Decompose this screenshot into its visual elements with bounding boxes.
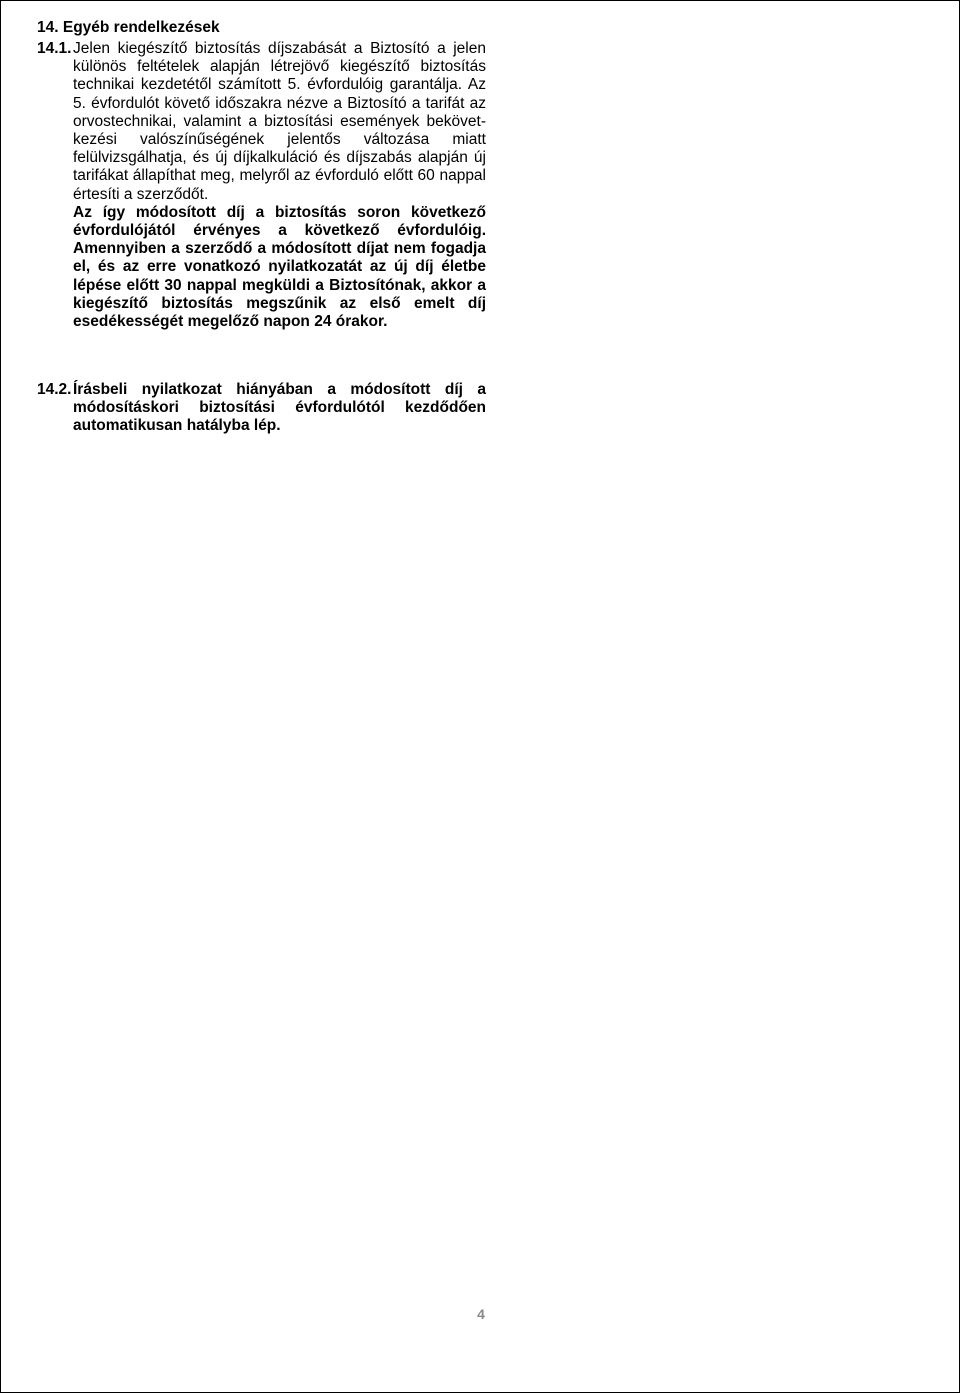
clause-text-bold: Az így módosított díj a biztosítás soron következő évfordulójától érvényes a következő évfordulóig. Amennyiben a szerződő a módosított díjat nem fogadja el, és az erre vonatkozó nyilatkozatát az új díj életbe lépése előtt 30 nappal megküldi a Biztosítónak, akkor a kiegészítő biztosítás megszűnik az első emelt díj esedékességét megelőző napon 24 órakor. <box>73 203 486 331</box>
clause-body <box>73 40 486 331</box>
page-number: 4 <box>477 1306 485 1322</box>
section-heading: 14. Egyéb rendelkezések <box>37 19 220 36</box>
clause-text-bold: Írásbeli nyilatkozat hiányában a módosított díj a módosításkori biztosítási évfordulótól kezdődően automatikusan hatályba lép. <box>73 381 486 435</box>
clause-number: 14.2. <box>37 381 72 398</box>
clause-body <box>73 381 486 436</box>
clause-14-2 <box>37 381 486 436</box>
clause-number: 14.1. <box>37 40 72 57</box>
clause-text-normal: Jelen kiegészítő biztosítás díjszabását a Biztosító a jelen különös feltételek alapján létrejövő kiegészítő biztosítás technikai kezdetétől számított 5. évfordulóig garantálja. Az 5. évfordulót követő időszakra nézve a Biztosító a tarifát az orvostechnikai, valamint a biztosítási események bekövetkezési valószínűségének jelentős változása miatt felülvizsgálhatja, és új díjkalkuláció és díjszabás alapján új tarifákat állapíthat meg, melyről az évforduló előtt 60 nappal értesíti a szerződőt. <box>73 40 486 203</box>
clause-14-1 <box>37 40 486 331</box>
